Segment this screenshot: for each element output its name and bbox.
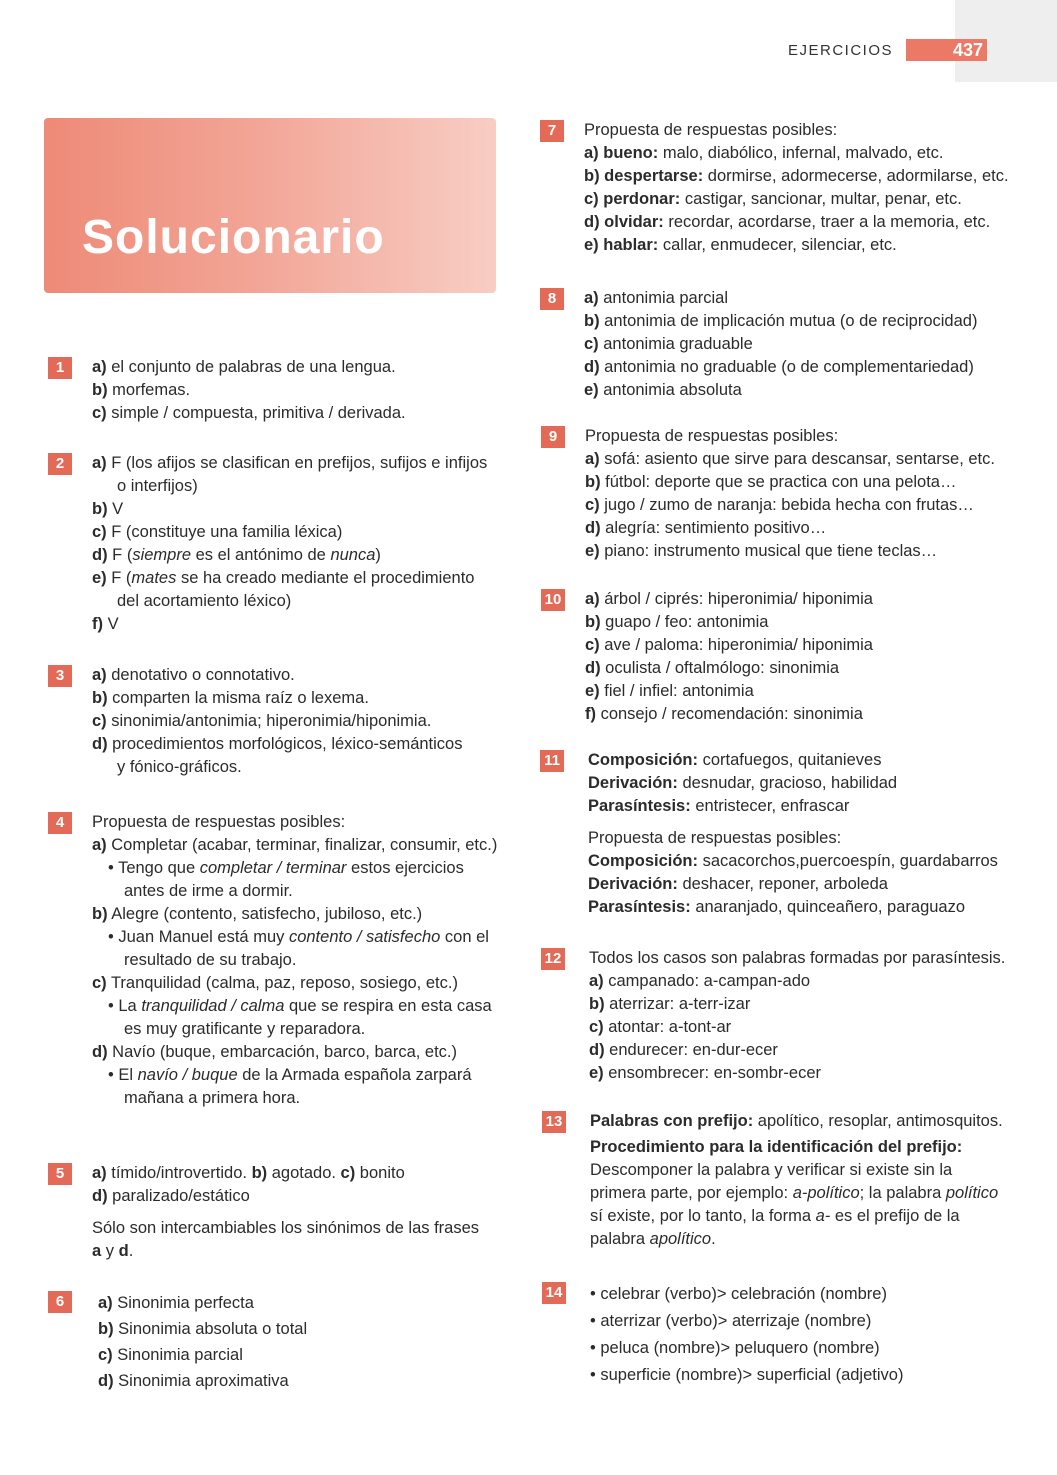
- page-number-tab: [906, 39, 987, 61]
- composicion: Composición: cortafuegos, quitanieves: [588, 751, 882, 769]
- answer-b: b) V: [92, 500, 124, 518]
- exercise-3: [55, 664, 502, 779]
- note-text: Sólo son intercambiables los sinónimos de las frases: [92, 1219, 480, 1237]
- answer-a: a) antonimia parcial: [584, 289, 728, 307]
- answer-c: c) sinonimia/antonimia; hiperonimia/hiponimia.: [92, 712, 432, 730]
- list-item: • celebrar (verbo)> celebración (nombre): [590, 1285, 887, 1303]
- answer-a: a) árbol / ciprés: hiperonimia/ hiponimia: [585, 590, 873, 608]
- section-header: EJERCICIOS: [788, 42, 894, 59]
- answer-d: d) Sinonimia aproximativa: [98, 1372, 289, 1390]
- answer-d: d) oculista / oftalmólogo: sinonimia: [585, 659, 840, 677]
- answer-e-cont: del acortamiento léxico): [117, 592, 292, 610]
- answer-b: b) guapo / feo: antonimia: [585, 613, 769, 631]
- answer-a: a) Sinonimia perfecta: [98, 1294, 254, 1312]
- answer-a: a) bueno: malo, diabólico, infernal, malvado, etc.: [584, 144, 944, 162]
- exercise-8: [547, 287, 1014, 402]
- exercise-number: 14: [542, 1282, 566, 1304]
- answer-c: c) ave / paloma: hiperonimia/ hiponimia: [585, 636, 873, 654]
- answer-b: b) aterrizar: a-terr-izar: [589, 995, 751, 1013]
- answer-f: f) V: [92, 615, 119, 633]
- exercise-number: 4: [48, 812, 72, 834]
- answer-b: b) morfemas.: [92, 381, 191, 399]
- answer-a: a) campanado: a-campan-ado: [589, 972, 811, 990]
- answer-e: e) F (mates se ha creado mediante el procedimiento: [92, 569, 475, 587]
- answer-d: d) antonimia no graduable (o de complementariedad): [584, 358, 974, 376]
- answer-a: a) Completar (acabar, terminar, finalizar, consumir, etc.): [92, 836, 498, 854]
- exercise-5: [55, 1162, 502, 1263]
- answer-c: c) jugo / zumo de naranja: bebida hecha con frutas…: [585, 496, 974, 514]
- answer-b: b) antonimia de implicación mutua (o de reciprocidad): [584, 312, 978, 330]
- example-a: • Tengo que completar / terminar estos ejercicios antes de irme a dormir.: [108, 859, 464, 900]
- answer-b: b) despertarse: dormirse, adormecerse, adormilarse, etc.: [584, 167, 1009, 185]
- answer-d: d) F (siempre es el antónimo de nunca): [92, 546, 381, 564]
- exercise-10: [544, 588, 1015, 726]
- exercise-6: [55, 1290, 502, 1394]
- answer-c: c) simple / compuesta, primitiva / derivada.: [92, 404, 406, 422]
- answers-abc: a) tímido/introvertido. b) agotado. c) bonito: [92, 1164, 405, 1182]
- intro-text: Todos los casos son palabras formadas por parasíntesis.: [589, 949, 1006, 967]
- page-title: Solucionario: [82, 211, 385, 264]
- answer-e: e) fiel / infiel: antonimia: [585, 682, 754, 700]
- intro-text: Propuesta de respuestas posibles:: [588, 829, 842, 847]
- exercise-4: [55, 811, 502, 1110]
- exercise-number: 9: [541, 426, 565, 448]
- answer-d: d) procedimientos morfológicos, léxico-semánticos: [92, 735, 463, 753]
- answer-c: c) Sinonimia parcial: [98, 1346, 243, 1364]
- exercise-number: 12: [541, 948, 565, 970]
- answer-f: f) consejo / recomendación: sinonimia: [585, 705, 863, 723]
- answer-c: c) Tranquilidad (calma, paz, reposo, sosiego, etc.): [92, 974, 458, 992]
- answer-c: c) antonimia graduable: [584, 335, 753, 353]
- composicion-2: Composición: sacacorchos,puercoespín, guardabarros: [588, 852, 998, 870]
- derivacion: Derivación: desnudar, gracioso, habilidad: [588, 774, 898, 792]
- note-text-cont: a y d.: [92, 1242, 134, 1260]
- exercise-number: 1: [48, 357, 72, 379]
- answer-a: a) denotativo o connotativo.: [92, 666, 295, 684]
- answer-e: e) hablar: callar, enmudecer, silenciar, etc.: [584, 236, 897, 254]
- procedure-title: Procedimiento para la identificación del prefijo:: [590, 1138, 963, 1156]
- exercise-number: 2: [48, 453, 72, 475]
- title-banner: [44, 118, 496, 293]
- answer-b: b) Alegre (contento, satisfecho, jubiloso, etc.): [92, 905, 423, 923]
- answer-d: d) olvidar: recordar, acordarse, traer a la memoria, etc.: [584, 213, 991, 231]
- example-b: • Juan Manuel está muy contento / satisfecho con el resultado de su trabajo.: [108, 928, 489, 969]
- answer-a: a) sofá: asiento que sirve para descansar, sentarse, etc.: [585, 450, 995, 468]
- exercise-number: 10: [541, 589, 565, 611]
- intro-text: Propuesta de respuestas posibles:: [585, 427, 839, 445]
- example-c: • La tranquilidad / calma que se respira en esta casa es muy gratificante y reparadora.: [108, 997, 492, 1038]
- answer-d-cont: y fónico-gráficos.: [117, 758, 242, 776]
- exercise-number: 3: [48, 665, 72, 687]
- exercise-number: 7: [540, 120, 564, 142]
- exercise-1: [55, 356, 502, 425]
- answer-b: b) Sinonimia absoluta o total: [98, 1320, 308, 1338]
- list-item: • aterrizar (verbo)> aterrizaje (nombre): [590, 1312, 872, 1330]
- answer-d: d) alegría: sentimiento positivo…: [585, 519, 827, 537]
- derivacion-2: Derivación: deshacer, reponer, arboleda: [588, 875, 888, 893]
- answer-d: d) Navío (buque, embarcación, barco, barca, etc.): [92, 1043, 458, 1061]
- exercise-number: 8: [540, 288, 564, 310]
- answer-a: a) F (los afijos se clasifican en prefijos, sufijos e infijos: [92, 454, 488, 472]
- list-item: • peluca (nombre)> peluquero (nombre): [590, 1339, 880, 1357]
- answer-e: e) antonimia absoluta: [584, 381, 742, 399]
- exercise-12: [544, 947, 1019, 1085]
- answer-e: e) piano: instrumento musical que tiene teclas…: [585, 542, 938, 560]
- answer-b: b) comparten la misma raíz o lexema.: [92, 689, 369, 707]
- exercise-number: 11: [540, 750, 564, 772]
- exercise-number: 5: [48, 1163, 72, 1185]
- list-item: • superficie (nombre)> superficial (adjetivo): [590, 1366, 904, 1384]
- procedure-text: Descomponer la palabra y verificar si existe sin la primera parte, por ejemplo: a-político; la palabra político sí existe, por lo tanto, la forma a- es el prefijo de la palabra apolítico.: [590, 1161, 999, 1248]
- answer-a-cont: o interfijos): [117, 477, 198, 495]
- answer-b: b) fútbol: deporte que se practica con una pelota…: [585, 473, 957, 491]
- answer-e: e) ensombrecer: en-sombr-ecer: [589, 1064, 821, 1082]
- parasintesis-2: Parasíntesis: anaranjado, quinceañero, paraguazo: [588, 898, 966, 916]
- intro-text: Propuesta de respuestas posibles:: [584, 121, 838, 139]
- answer-d: d) endurecer: en-dur-ecer: [589, 1041, 778, 1059]
- exercise-14: [545, 1281, 1020, 1389]
- page-number: 437: [952, 40, 983, 60]
- example-d: • El navío / buque de la Armada española zarpará mañana a primera hora.: [108, 1066, 472, 1107]
- exercise-9: [548, 425, 1015, 563]
- exercise-7: [547, 119, 1014, 257]
- answer-a: a) el conjunto de palabras de una lengua.: [92, 358, 396, 376]
- answer-c: c) F (constituye una familia léxica): [92, 523, 343, 541]
- exercise-11: [544, 749, 1018, 919]
- exercise-number: 13: [542, 1111, 566, 1133]
- parasintesis: Parasíntesis: entristecer, enfrascar: [588, 797, 850, 815]
- exercise-number: 6: [48, 1291, 72, 1313]
- exercise-2: [55, 452, 502, 636]
- prefix-words: Palabras con prefijo: apolítico, resoplar, antimosquitos.: [590, 1112, 1003, 1130]
- intro-text: Propuesta de respuestas posibles:: [92, 813, 346, 831]
- answer-c: c) perdonar: castigar, sancionar, multar, penar, etc.: [584, 190, 962, 208]
- answer-c: c) atontar: a-tont-ar: [589, 1018, 732, 1036]
- answer-d: d) paralizado/estático: [92, 1187, 250, 1205]
- exercise-13: [545, 1110, 1003, 1251]
